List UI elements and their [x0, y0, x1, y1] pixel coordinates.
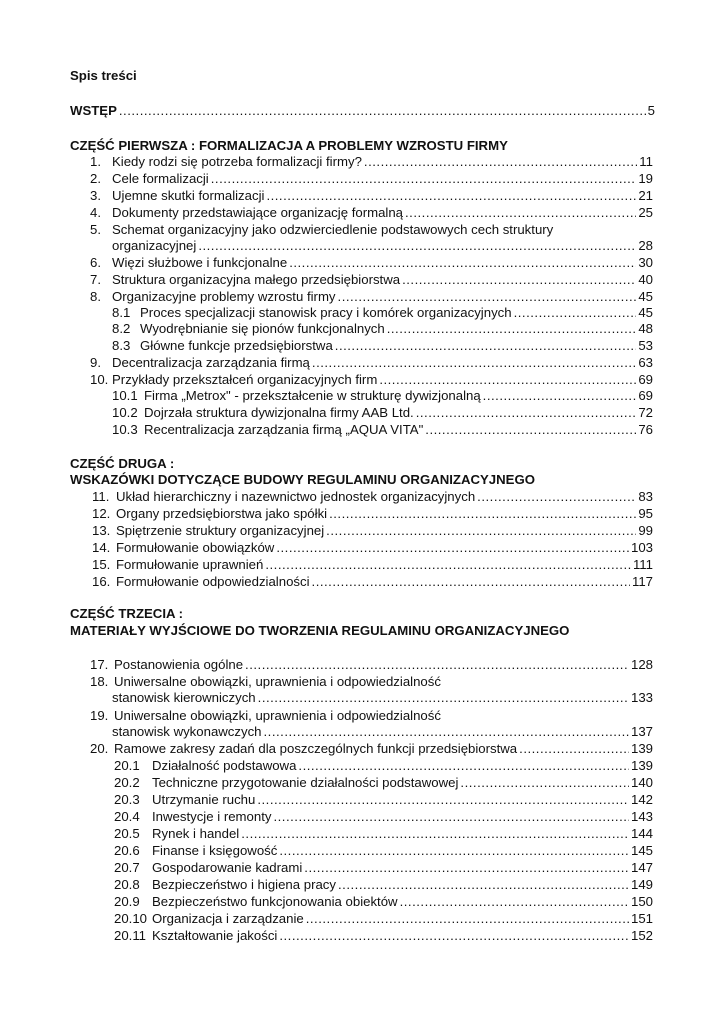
dot-leader	[304, 860, 629, 876]
toc-entry	[90, 372, 653, 388]
dot-leader	[119, 103, 646, 119]
dot-leader	[387, 321, 637, 337]
entry-number: 8.2	[112, 321, 131, 336]
entry-page: 137	[630, 724, 653, 739]
entry-number: 10.3	[112, 422, 138, 437]
toc-subentry	[112, 338, 653, 354]
entry-text: Utrzymanie ruchu	[152, 792, 256, 807]
part2-heading: CZĘŚĆ DRUGA :	[70, 456, 175, 471]
entry-page: 144	[630, 826, 653, 841]
toc-entry	[92, 574, 653, 590]
toc-entry	[90, 255, 653, 271]
entry-text: Wyodrębnianie się pionów funkcjonalnych	[140, 321, 385, 336]
dot-leader	[312, 355, 636, 371]
entry-page: 95	[638, 506, 653, 521]
dot-leader	[405, 205, 636, 221]
entry-page: 69	[638, 372, 653, 387]
entry-number: 9.	[90, 355, 101, 370]
entry-number: 17.	[90, 657, 109, 672]
entry-page: 147	[630, 860, 653, 875]
dot-leader	[364, 154, 637, 170]
entry-text: Organizacyjne problemy wzrostu firmy	[112, 289, 336, 304]
toc-entry	[90, 657, 653, 673]
entry-page: 151	[630, 911, 653, 926]
toc-subentry	[112, 405, 653, 421]
dot-leader	[460, 775, 629, 791]
entry-number: 18.	[90, 674, 109, 689]
entry-page: 145	[630, 843, 653, 858]
entry-number: 10.1	[112, 388, 138, 403]
entry-text: Finanse i księgowość	[152, 843, 278, 858]
toc-subentry	[114, 843, 653, 859]
entry-page: 99	[638, 523, 653, 538]
toc-subentry	[114, 775, 653, 791]
dot-leader	[326, 523, 636, 539]
entry-text: Spiętrzenie struktury organizacyjnej	[116, 523, 325, 538]
toc-subentry	[114, 928, 653, 944]
entry-page: 143	[630, 809, 653, 824]
dot-leader	[312, 574, 630, 590]
toc-subentry	[114, 758, 653, 774]
part2-subheading: WSKAZÓWKI DOTYCZĄCE BUDOWY REGULAMINU ORGANIZACYJNEGO	[70, 472, 535, 487]
entry-number: 20.	[90, 741, 109, 756]
entry-page: 72	[638, 405, 653, 420]
entry-text: Ramowe zakresy zadań dla poszczególnych funkcji przedsiębiorstwa	[114, 741, 518, 756]
entry-page: 19	[638, 171, 653, 186]
dot-leader	[338, 289, 637, 305]
entry-page: 25	[638, 205, 653, 220]
entry-page: 28	[638, 238, 653, 253]
dot-leader	[211, 171, 637, 187]
dot-leader	[245, 657, 629, 673]
entry-page: 83	[638, 489, 653, 504]
toc-entry	[90, 674, 441, 690]
entry-text: Schemat organizacyjny jako odzwierciedlenie podstawowych cech struktury	[112, 222, 554, 237]
entry-number: 14.	[92, 540, 111, 555]
dot-leader	[266, 188, 636, 204]
entry-text: Techniczne przygotowanie działalności podstawowej	[152, 775, 459, 790]
dot-leader	[257, 792, 629, 808]
toc-subentry	[114, 877, 653, 893]
entry-page: 117	[631, 574, 653, 589]
entry-text: Proces specjalizacji stanowisk pracy i komórek organizacyjnych	[140, 305, 512, 320]
toc-entry	[90, 289, 653, 305]
dot-leader	[306, 911, 629, 927]
dot-leader	[477, 489, 636, 505]
part3-subheading: MATERIAŁY WYJŚCIOWE DO TWORZENIA REGULAMINU ORGANIZACYJNEGO	[70, 623, 570, 638]
entry-text: Decentralizacja zarządzania firmą	[112, 355, 310, 370]
dot-leader	[198, 238, 636, 254]
entry-number: 20.7	[114, 860, 140, 875]
entry-number: 19.	[90, 708, 109, 723]
entry-number: 20.3	[114, 792, 140, 807]
dot-leader	[514, 305, 637, 321]
toc-entry	[90, 188, 653, 204]
entry-text: Przykłady przekształceń organizacyjnych firm	[112, 372, 378, 387]
entry-page: 150	[630, 894, 653, 909]
toc-subentry	[112, 388, 653, 404]
toc-entry	[90, 741, 653, 757]
entry-text: Formułowanie uprawnień	[116, 557, 264, 572]
toc-entry	[90, 205, 653, 221]
toc-entry-continuation	[112, 238, 653, 254]
entry-page: 140	[630, 775, 653, 790]
entry-number: 8.3	[112, 338, 131, 353]
toc-entry	[90, 708, 441, 724]
entry-text: Więzi służbowe i funkcjonalne	[112, 255, 288, 270]
toc-subentry	[114, 809, 653, 825]
entry-number: 8.	[90, 289, 101, 304]
entry-page: 11	[639, 154, 653, 169]
entry-text: Rynek i handel	[152, 826, 240, 841]
entry-page: 48	[638, 321, 653, 336]
part1-heading: CZĘŚĆ PIERWSZA : FORMALIZACJA A PROBLEMY WZROSTU FIRMY	[70, 138, 508, 153]
entry-number: 20.2	[114, 775, 140, 790]
entry-number: 20.6	[114, 843, 140, 858]
entry-label: WSTĘP	[70, 103, 117, 118]
entry-text: Bezpieczeństwo i higiena pracy	[152, 877, 336, 892]
entry-text: Inwestycje i remonty	[152, 809, 272, 824]
entry-number: 20.11	[114, 928, 147, 943]
dot-leader	[279, 928, 629, 944]
entry-number: 12.	[92, 506, 111, 521]
entry-page: 69	[638, 388, 653, 403]
toc-subentry	[114, 911, 653, 927]
toc-entry	[90, 154, 653, 170]
dot-leader	[298, 758, 629, 774]
entry-number: 10.2	[112, 405, 138, 420]
entry-page: 45	[638, 289, 653, 304]
dot-leader	[273, 809, 629, 825]
toc-subentry	[112, 321, 653, 337]
toc-subentry	[114, 826, 653, 842]
toc-entry	[90, 272, 653, 288]
toc-entry	[92, 506, 653, 522]
entry-page: 142	[630, 792, 653, 807]
entry-page: 103	[630, 540, 653, 555]
entry-number: 13.	[92, 523, 111, 538]
part3-heading: CZĘŚĆ TRZECIA :	[70, 606, 184, 621]
dot-leader	[400, 894, 629, 910]
entry-number: 11.	[92, 489, 110, 504]
entry-page: 133	[630, 690, 653, 705]
dot-leader	[402, 272, 636, 288]
entry-number: 16.	[92, 574, 111, 589]
toc-entry	[92, 523, 653, 539]
entry-text: Uniwersalne obowiązki, uprawnienia i odpowiedzialność	[114, 708, 441, 723]
entry-text: Kształtowanie jakości	[152, 928, 278, 943]
toc-entry	[92, 557, 653, 573]
entry-number: 5.	[90, 222, 101, 237]
entry-number: 15.	[92, 557, 111, 572]
dot-leader	[425, 422, 636, 438]
entry-number: 20.5	[114, 826, 140, 841]
entry-text: Formułowanie odpowiedzialności	[116, 574, 310, 589]
entry-page: 128	[630, 657, 653, 672]
entry-page: 45	[638, 305, 653, 320]
toc-entry	[92, 489, 653, 505]
entry-number: 20.8	[114, 877, 140, 892]
entry-text: Dojrzała struktura dywizjonalna firmy AAB Ltd.	[144, 405, 414, 420]
entry-number: 10.	[90, 372, 109, 387]
dot-leader	[379, 372, 636, 388]
toc-subentry	[112, 305, 653, 321]
entry-number: 20.10	[114, 911, 148, 926]
toc-subentry	[114, 894, 653, 910]
dot-leader	[483, 388, 637, 404]
entry-text: Organy przedsiębiorstwa jako spółki	[116, 506, 328, 521]
entry-text: Cele formalizacji	[112, 171, 209, 186]
dot-leader	[264, 724, 629, 740]
entry-page: 76	[638, 422, 653, 437]
entry-text: Firma „Metrox" - przekształcenie w strukturę dywizjonalną	[144, 388, 481, 403]
entry-number: 1.	[90, 154, 101, 169]
entry-page: 63	[638, 355, 653, 370]
dot-leader	[258, 690, 629, 706]
dot-leader	[279, 843, 629, 859]
dot-leader	[416, 405, 637, 421]
toc-entry-continuation	[112, 690, 653, 706]
dot-leader	[289, 255, 636, 271]
entry-text: Główne funkcje przedsiębiorstwa	[140, 338, 333, 353]
entry-text: stanowisk wykonawczych	[112, 724, 262, 739]
toc-entry	[90, 222, 553, 238]
entry-text: stanowisk kierowniczych	[112, 690, 256, 705]
toc-subentry	[114, 792, 653, 808]
toc-title: Spis treści	[70, 68, 137, 83]
entry-page: 139	[630, 741, 653, 756]
entry-number: 20.1	[114, 758, 140, 773]
entry-number: 8.1	[112, 305, 131, 320]
dot-leader	[265, 557, 631, 573]
entry-page: 152	[630, 928, 653, 943]
dot-leader	[519, 741, 629, 757]
entry-number: 20.4	[114, 809, 140, 824]
entry-number: 2.	[90, 171, 101, 186]
entry-number: 6.	[90, 255, 101, 270]
entry-page: 111	[632, 557, 653, 572]
entry-text: Organizacja i zarządzanie	[152, 911, 304, 926]
toc-entry-continuation	[112, 724, 653, 740]
entry-text: Bezpieczeństwo funkcjonowania obiektów	[152, 894, 398, 909]
entry-number: 20.9	[114, 894, 140, 909]
entry-text: Recentralizacja zarządzania firmą „AQUA VITA"	[144, 422, 424, 437]
entry-number: 7.	[90, 272, 101, 287]
dot-leader	[335, 338, 637, 354]
entry-page: 5	[647, 103, 655, 118]
dot-leader	[241, 826, 629, 842]
entry-text: Kiedy rodzi się potrzeba formalizacji firmy?	[112, 154, 362, 169]
entry-text: Formułowanie obowiązków	[116, 540, 275, 555]
entry-page: 21	[638, 188, 653, 203]
entry-text: Uniwersalne obowiązki, uprawnienia i odpowiedzialność	[114, 674, 441, 689]
entry-text: organizacyjnej	[112, 238, 197, 253]
entry-text: Gospodarowanie kadrami	[152, 860, 303, 875]
toc-entry	[90, 171, 653, 187]
entry-number: 3.	[90, 188, 101, 203]
toc-entry	[92, 540, 653, 556]
toc-entry-intro	[70, 103, 655, 119]
entry-page: 40	[638, 272, 653, 287]
entry-page: 53	[638, 338, 653, 353]
entry-page: 149	[630, 877, 653, 892]
toc-subentry	[114, 860, 653, 876]
toc-entry	[90, 355, 653, 371]
entry-page: 30	[638, 255, 653, 270]
dot-leader	[338, 877, 629, 893]
entry-text: Układ hierarchiczny i nazewnictwo jednostek organizacyjnych	[116, 489, 476, 504]
entry-text: Ujemne skutki formalizacji	[112, 188, 265, 203]
entry-page: 139	[630, 758, 653, 773]
dot-leader	[329, 506, 636, 522]
entry-text: Postanowienia ogólne	[114, 657, 244, 672]
toc-subentry	[112, 422, 653, 438]
entry-text: Dokumenty przedstawiające organizację formalną	[112, 205, 404, 220]
entry-text: Działalność podstawowa	[152, 758, 297, 773]
entry-text: Struktura organizacyjna małego przedsiębiorstwa	[112, 272, 401, 287]
entry-number: 4.	[90, 205, 101, 220]
dot-leader	[276, 540, 629, 556]
